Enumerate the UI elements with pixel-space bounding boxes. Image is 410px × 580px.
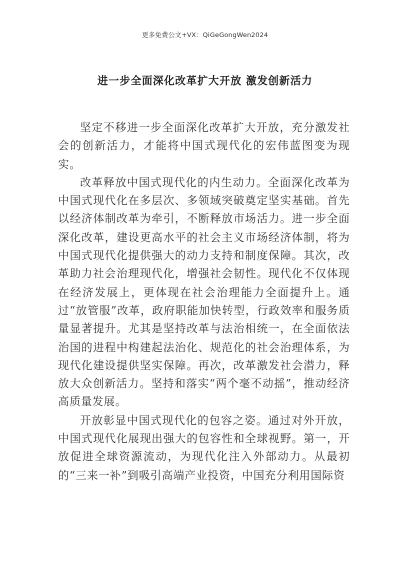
paragraph: 改革释放中国式现代化的内生动力。全面深化改革为中国式现代化在多层次、多领域突破奠定坚实基础。首先以经济体制改革为牵引，不断释放市场活力。进一步全面深化改革，建设更高水平的社会主义市场经济体制，将为中国式现代化提供强大的动力支持和制度保障。其次，改革助力社会治理现代化，增强社会韧性。现代化不仅体现在经济发展上，更体现在社会治理能力全面提升上。通过“放管服”改革，政府职能加快转型，行政效率和服务质量显著提升。尤其是坚持改革与法治相统一，在全面依法治国的进程中构建起法治化、规范化的社会治理体系，为现代化建设提供坚实保障。再次，改革激发社会潜力，释放大众创新活力。坚持和落实“两个毫不动摇”，推动经济高质量发展。 xyxy=(58,175,350,409)
paragraph: 开放彰显中国式现代化的包容之姿。通过对外开放，中国式现代化展现出强大的包容性和全球视野。第一，开放促进全球资源流动，为现代化注入外部动力。从最初的“三来一补”到吸引高端产业投资，中国充分利用国际资 xyxy=(58,413,350,482)
document-title: 进一步全面深化改革扩大开放 激发创新活力 xyxy=(97,75,313,87)
header-note: 更多免费公文+VX：QiGeGongWen2024 xyxy=(141,31,269,39)
document-body xyxy=(58,119,350,485)
paragraph: 坚定不移进一步全面深化改革扩大开放，充分激发社会的创新活力，才能将中国式现代化的宏伟蓝图变为现实。 xyxy=(58,121,350,171)
